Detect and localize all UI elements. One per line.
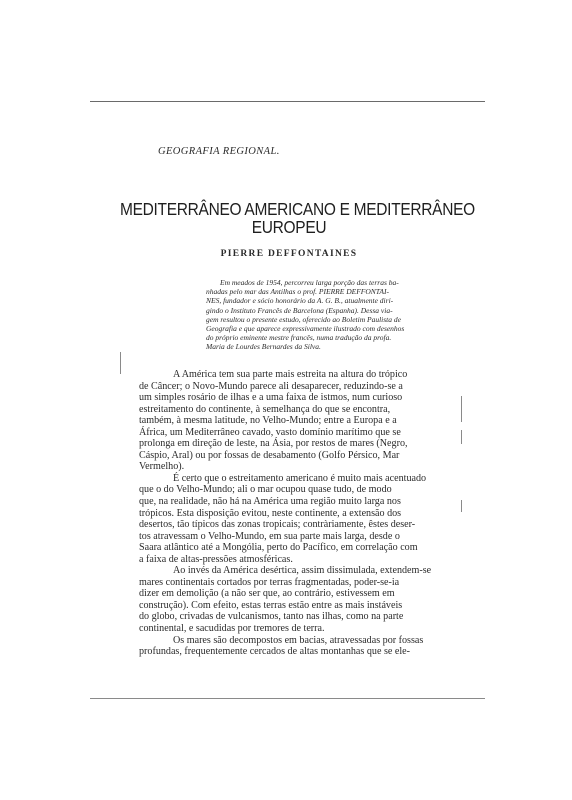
note-line: Maria de Lourdes Bernardes da Silva. (206, 342, 321, 352)
body-line: construção). Com efeito, estas terras estão entre as mais instáveis (139, 599, 403, 611)
bottom-rule (90, 698, 485, 699)
margin-mark (120, 352, 121, 374)
margin-mark (461, 430, 462, 444)
body-line: mares continentais cortados por terras fragmentadas, poder-se-ia (139, 576, 400, 588)
body-line: tos atravessam o Velho-Mundo, em sua parte mais larga, desde o (139, 530, 400, 542)
body-line: um simples rosário de ilhas e a uma faixa de istmos, num curioso (139, 392, 403, 404)
body-line: Os mares são decompostos em bacias, atravessadas por fossas (173, 634, 424, 646)
body-line: a faixa de altas-pressões atmosféricas. (139, 553, 293, 565)
body-line: também, à mesma latitude, no Velho-Mundo; entre a Europa e a (139, 415, 397, 427)
note-line: Geografia e que aparece expressivamente ilustrado com desenhos (206, 324, 405, 334)
note-line: nhadas pelo mar das Antilhas o prof. PIERRE DEFFONTAI- (206, 287, 389, 297)
author-name: PIERRE DEFFONTAINES (220, 249, 358, 259)
body-line: Saara atlântico até a Mongólia, perto do Pacífico, em correlação com (139, 542, 418, 554)
body-line: trópicos. Esta disposição evitou, neste continente, a extensão dos (139, 507, 402, 519)
note-line: NES, fundador e sócio honorário da A. G. B., atualmente diri- (206, 296, 394, 306)
note-line: gindo o Instituto Francês de Barcelona (Espanha). Dessa via- (206, 305, 393, 315)
margin-mark (461, 500, 462, 512)
margin-mark (461, 396, 462, 422)
body-line: do globo, crivadas de vulcanismos, tanto nas ilhas, como na parte (139, 611, 404, 623)
body-line: Vermelho). (139, 461, 185, 473)
top-rule (90, 101, 485, 102)
title-line: MEDITERRÂNEO AMERICANO E MEDITERRÂNEO (120, 199, 475, 220)
body-line: que o do Velho-Mundo; ali o mar ocupou quase tudo, de modo (139, 484, 392, 496)
body-line: É certo que o estreitamento americano é muito mais acentuado (173, 472, 427, 484)
body-line: prolonga em direção de leste, na Ásia, por restos de mares (Negro, (139, 438, 408, 450)
body-line: profundas, frequentemente cercados de altas montanhas que se ele- (139, 646, 411, 658)
editor-note (206, 278, 468, 352)
title-line: EUROPEU (251, 218, 327, 238)
body-line: de Câncer; o Novo-Mundo parece ali desaparecer, reduzindo-se a (139, 380, 403, 392)
note-line: gem resultou o presente estudo, oferecido ao Boletim Paulista de (206, 314, 401, 324)
body-line: continental, e sacudidas por tremores de terra. (139, 623, 325, 635)
article-title (120, 199, 475, 238)
body-line: África, um Mediterrâneo cavado, vasto domínio marítimo que se (139, 426, 401, 438)
body-line: A América tem sua parte mais estreita na altura do trópico (173, 369, 408, 380)
body-line: desertos, tão típicos das zonas tropicais; contràriamente, êstes deser- (139, 519, 416, 531)
note-line: do próprio eminente mestre francês, numa tradução da profa. (206, 333, 392, 343)
body-line: estreitamento do continente, à semelhança do que se encontra, (139, 403, 391, 415)
article-body (139, 369, 444, 658)
body-line: Ao invés da América desértica, assim dissimulada, extendem-se (173, 565, 432, 577)
body-line: Cáspio, Aral) ou por fossas de desabamento (Golfo Pérsico, Mar (139, 449, 400, 461)
body-line: que, na realidade, não há na América uma região muito larga nos (139, 496, 401, 508)
note-line: Em meados de 1954, percorreu larga porção das terras ba- (220, 278, 399, 287)
body-line: dizer em demolição (a não ser que, ao contrário, estivessem em (139, 588, 395, 600)
section-label: GEOGRAFIA REGIONAL. (158, 146, 280, 157)
